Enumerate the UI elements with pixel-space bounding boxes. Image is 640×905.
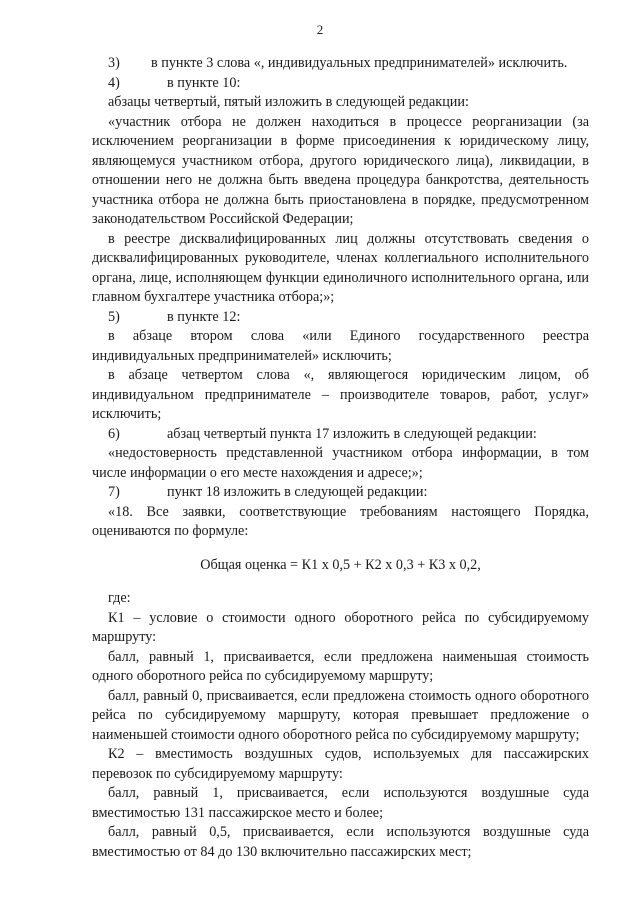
paragraph: балл, равный 1, присваивается, если используются воздушные суда вместимостью 131 пассажирское место и более;	[92, 785, 589, 821]
page-number: 2	[316, 22, 324, 37]
paragraph: К1 – условие о стоимости одного оборотного рейса по субсидируемому маршруту:	[92, 609, 589, 645]
list-item	[92, 308, 589, 328]
item-text: в пункте 3 слова «, индивидуальных предпринимателей» исключить.	[151, 55, 568, 71]
document-body	[92, 54, 589, 862]
item-text: пункт 18 изложить в следующей редакции:	[167, 484, 428, 500]
paragraph: балл, равный 0,5, присваивается, если используются воздушные суда вместимостью от 84 до 130 включительно пассажирских мест;	[92, 824, 589, 860]
item-text: в пункте 10:	[167, 74, 241, 91]
paragraph: балл, равный 0, присваивается, если предложена стоимость одного оборотного рейса по субсидируемому маршруту, которая превышает предложение о наименьшей стоимости одного оборотного рейса по субсидируемому маршруту;	[92, 687, 589, 743]
item-text: абзац четвертый пункта 17 изложить в следующей редакции:	[167, 425, 537, 442]
item-number: 7)	[108, 484, 120, 500]
paragraph: абзацы четвертый, пятый изложить в следующей редакции:	[108, 94, 469, 110]
paragraph: балл, равный 1, присваивается, если предложена наименьшая стоимость одного оборотного рейса по субсидируемому маршруту;	[92, 648, 589, 684]
paragraph: К2 – вместимость воздушных судов, используемых для пассажирских перевозок по субсидируемому маршруту:	[92, 746, 589, 782]
list-item	[92, 74, 589, 94]
item-number: 6)	[108, 425, 120, 442]
list-item	[92, 483, 589, 503]
item-text: в пункте 12:	[167, 308, 241, 325]
paragraph: где:	[108, 590, 131, 606]
item-number: 5)	[108, 308, 120, 325]
formula: Общая оценка = К1 х 0,5 + К2 х 0,3 + К3 х 0,2,	[200, 556, 481, 573]
list-item	[92, 54, 589, 74]
paragraph: в абзаце четвертом слова «, являющегося юридическим лицом, об индивидуальном предпринимателе – производителе товаров, работ, услуг» исключить;	[92, 367, 589, 422]
paragraph: в абзаце втором слова «или Единого государственного реестра индивидуальных предпринимателей» исключить;	[92, 328, 589, 364]
item-number: 3)	[108, 55, 120, 71]
paragraph: «недостоверность представленной участником отбора информации, в том числе информации о его месте нахождения и адресе;»;	[92, 445, 589, 481]
list-item	[92, 425, 589, 445]
paragraph: «18. Все заявки, соответствующие требованиям настоящего Порядка, оцениваются по формуле:	[92, 503, 589, 539]
paragraph: в реестре дисквалифицированных лиц должны отсутствовать сведения о дисквалифицированных руководителе, членах коллегиального исполнительного органа, лице, исполняющем функции единоличного исполнительного органа, или главном бухгалтере участника отбора;»;	[92, 230, 589, 305]
paragraph: «участник отбора не должен находиться в процессе реорганизации (за исключением реорганизации в форме присоединения к юридическому лицу, являющемуся участником отбора, другого юридического лица), ликвидации, в отношении него не должна быть введена процедура банкротства, деятельность участника отбора не должна быть приостановлена в порядке, предусмотренном законодательством Российской Федерации;	[92, 113, 589, 227]
item-number: 4)	[108, 74, 120, 91]
